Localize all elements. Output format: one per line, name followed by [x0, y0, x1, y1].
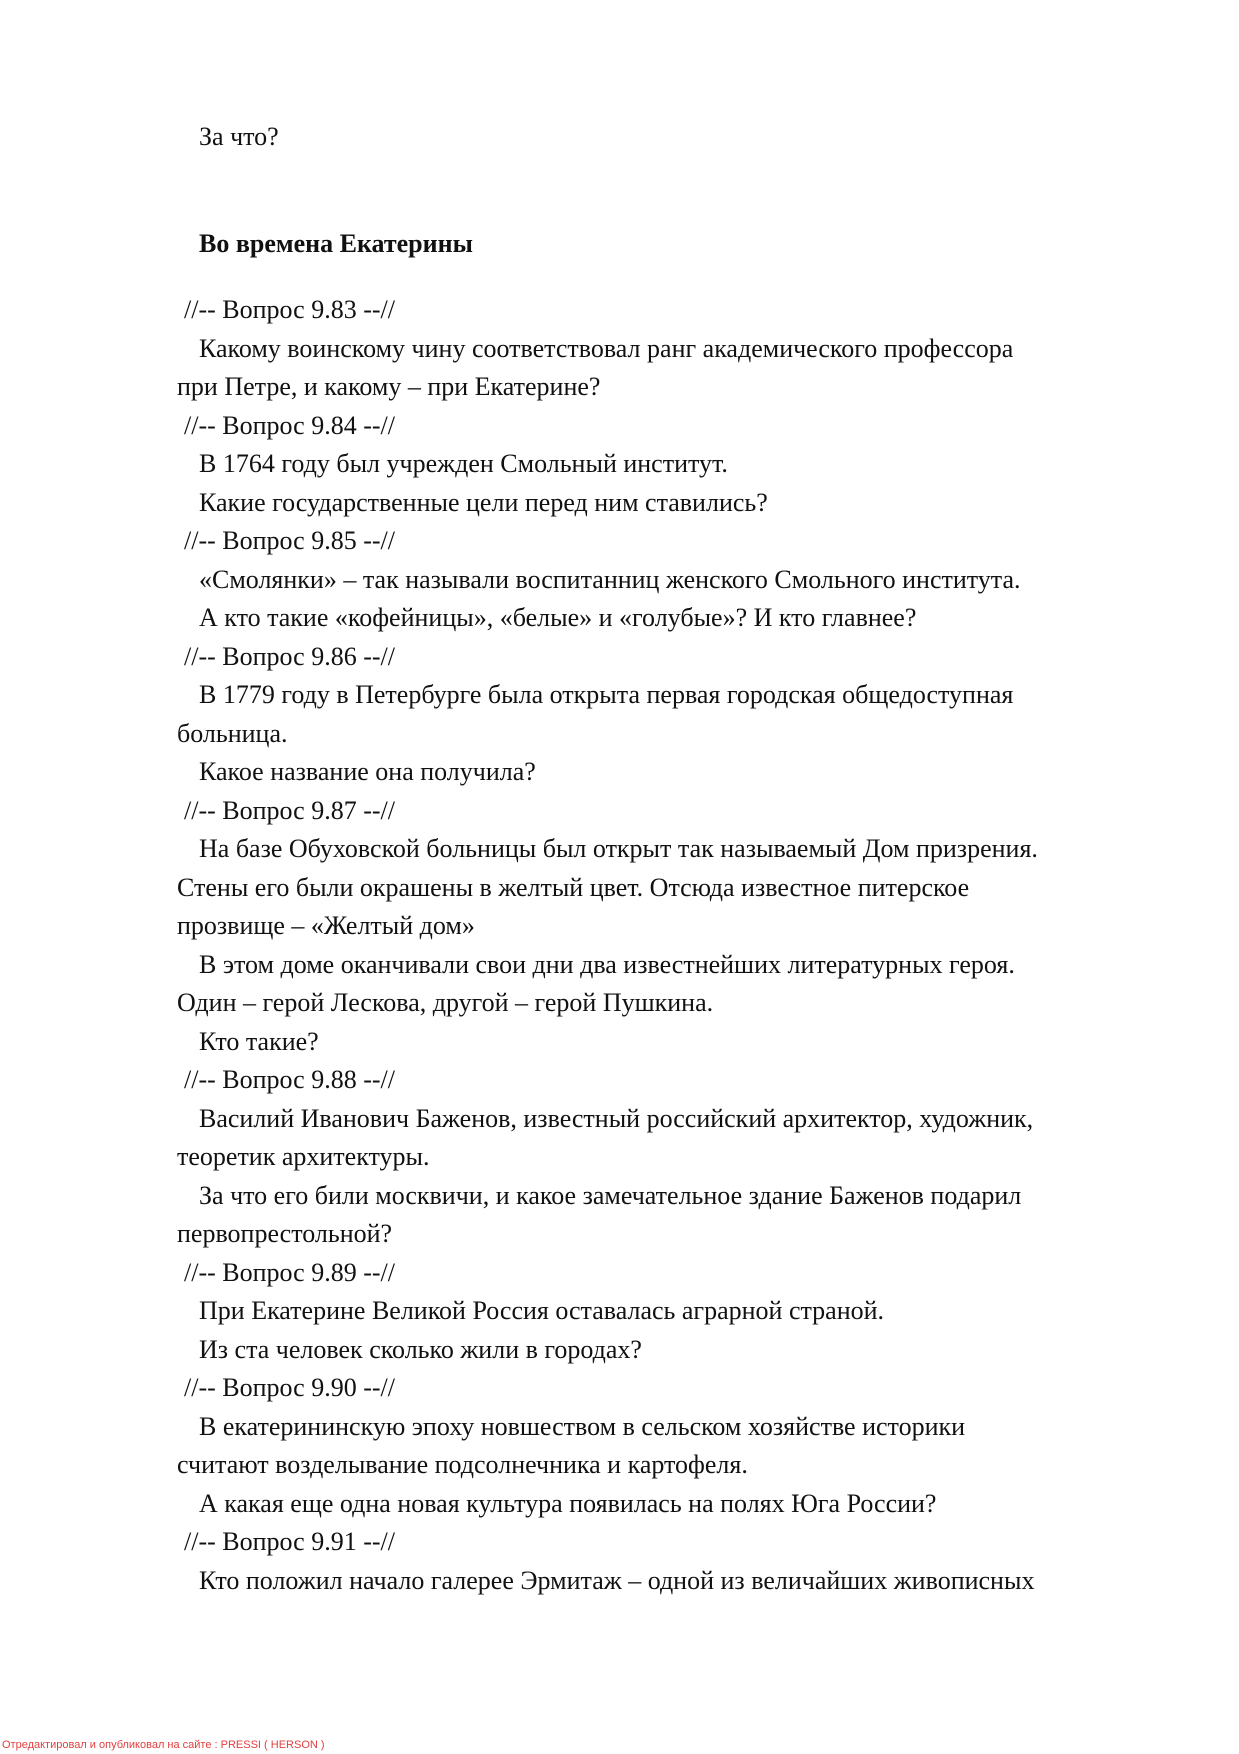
- question-marker: //-- Вопрос 9.85 --//: [184, 526, 395, 555]
- text-line: В 1779 году в Петербурге была открыта первая городская общедоступная: [199, 680, 1014, 709]
- text-line: За что его били москвичи, и какое замечательное здание Баженов подарил: [199, 1181, 1022, 1210]
- text-line: Стены его были окрашены в желтый цвет. Отсюда известное питерское: [177, 873, 970, 902]
- text-line: теоретик архитектуры.: [177, 1142, 430, 1171]
- text-line: В екатерининскую эпоху новшеством в сельском хозяйстве историки: [199, 1412, 966, 1441]
- question-marker: //-- Вопрос 9.86 --//: [184, 642, 395, 671]
- question-marker: //-- Вопрос 9.83 --//: [184, 295, 395, 324]
- footer-watermark: Отредактировал и опубликовал на сайте : PRESSI ( HERSON ): [2, 1739, 325, 1751]
- text-line: «Смолянки» – так называли воспитанниц женского Смольного института.: [199, 565, 1021, 594]
- text-line: при Петре, и какому – при Екатерине?: [177, 372, 601, 401]
- text-line: Какие государственные цели перед ним ставились?: [199, 488, 768, 517]
- question-marker: //-- Вопрос 9.91 --//: [184, 1527, 395, 1556]
- text-line: А кто такие «кофейницы», «белые» и «голубые»? И кто главнее?: [199, 603, 917, 632]
- text-line: первопрестольной?: [177, 1219, 393, 1248]
- intro-question: За что?: [199, 122, 279, 151]
- text-line: считают возделывание подсолнечника и картофеля.: [177, 1450, 748, 1479]
- text-line: А какая еще одна новая культура появилась на полях Юга России?: [199, 1489, 937, 1518]
- text-line: Кто положил начало галерее Эрмитаж – одной из величайших живописных: [199, 1566, 1035, 1595]
- text-line: При Екатерине Великой Россия оставалась аграрной страной.: [199, 1296, 885, 1325]
- text-line: прозвище – «Желтый дом»: [177, 911, 475, 940]
- question-marker: //-- Вопрос 9.90 --//: [184, 1373, 395, 1402]
- text-line: Какому воинскому чину соответствовал ранг академического профессора: [199, 334, 1014, 363]
- question-marker: //-- Вопрос 9.89 --//: [184, 1258, 395, 1287]
- text-line: На базе Обуховской больницы был открыт так называемый Дом призрения.: [199, 834, 1038, 863]
- text-line: Кто такие?: [199, 1027, 319, 1056]
- section-heading: Во времена Екатерины: [199, 229, 473, 258]
- text-line: В 1764 году был учрежден Смольный институт.: [199, 449, 728, 478]
- text-line: больница.: [177, 719, 288, 748]
- text-line: Какое название она получила?: [199, 757, 536, 786]
- text-line: Один – герой Лескова, другой – герой Пушкина.: [177, 988, 714, 1017]
- question-marker: //-- Вопрос 9.88 --//: [184, 1065, 395, 1094]
- text-line: В этом доме оканчивали свои дни два известнейших литературных героя.: [199, 950, 1015, 979]
- text-line: Василий Иванович Баженов, известный российский архитектор, художник,: [199, 1104, 1034, 1133]
- question-marker: //-- Вопрос 9.84 --//: [184, 411, 395, 440]
- text-line: Из ста человек сколько жили в городах?: [199, 1335, 642, 1364]
- question-marker: //-- Вопрос 9.87 --//: [184, 796, 395, 825]
